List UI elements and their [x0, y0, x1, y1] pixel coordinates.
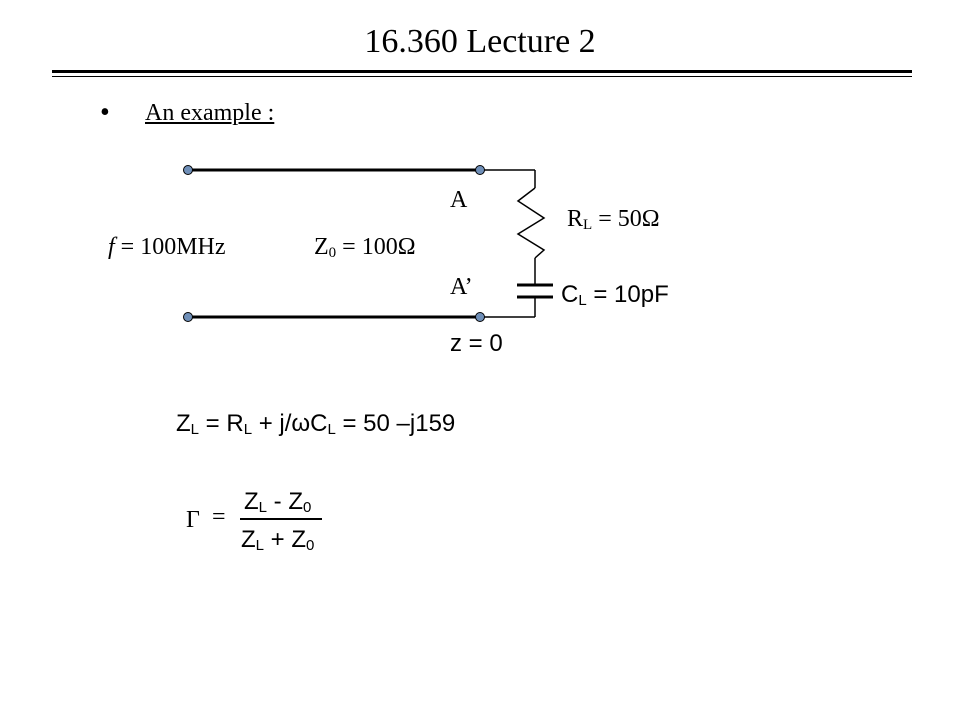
bullet-marker: • [100, 97, 110, 128]
frequency-value: = 100MHz [114, 234, 226, 260]
denominator-zl-subscript: L [255, 537, 265, 554]
gamma-denominator [241, 526, 314, 554]
gamma-symbol: Γ [186, 507, 200, 533]
rl-value: = 50Ω [592, 206, 660, 232]
z0-subscript: 0 [328, 245, 337, 261]
gamma-numerator [244, 488, 311, 516]
zl-symbol: Z [176, 410, 191, 437]
numerator-zl-subscript: L [258, 499, 268, 516]
terminal-top-right [476, 166, 485, 175]
denominator-plus: + [264, 526, 292, 553]
zl-r-symbol: R [226, 410, 244, 437]
cl-value: = 10pF [586, 281, 669, 308]
denominator-z0-subscript: 0 [306, 537, 315, 554]
terminal-bottom-left [184, 313, 193, 322]
rl-subscript: L [583, 217, 593, 233]
cl-symbol: C [561, 281, 579, 308]
zl-r-subscript: L [243, 421, 253, 438]
numerator-zl-symbol: Z [244, 488, 259, 515]
z-position-label: z = 0 [450, 330, 503, 357]
load-resistance-label [567, 205, 660, 233]
node-a-label: A [450, 187, 468, 213]
denominator-zl-symbol: Z [241, 526, 256, 553]
frequency-variable: f [108, 234, 115, 260]
zl-reactive-term: + j/ωC [252, 410, 328, 437]
section-heading: An example : [145, 100, 275, 126]
cl-subscript: L [578, 292, 587, 309]
gamma-equals: = [212, 504, 226, 530]
numerator-z0-symbol: Z [288, 488, 304, 515]
z0-symbol: Z [314, 234, 329, 260]
terminal-top-left [184, 166, 193, 175]
rl-symbol: R [567, 206, 584, 232]
terminal-bottom-right [476, 313, 485, 322]
z0-value: = 100Ω [336, 234, 416, 260]
node-a-prime-label: A’ [450, 274, 473, 300]
resistor-symbol [518, 188, 544, 258]
frequency-label [108, 233, 226, 261]
denominator-z0-symbol: Z [291, 526, 307, 553]
fraction-bar [240, 518, 322, 520]
zl-result: = 50 –j159 [335, 410, 456, 437]
zl-c-subscript: L [327, 421, 336, 438]
zl-equals: = [199, 410, 227, 437]
numerator-z0-subscript: 0 [303, 499, 312, 516]
numerator-minus: - [267, 488, 289, 515]
load-capacitance-label [561, 281, 669, 309]
zl-subscript: L [190, 421, 200, 438]
characteristic-impedance-label [314, 233, 416, 261]
load-impedance-equation [176, 410, 455, 438]
slide-title: 16.360 Lecture 2 [364, 23, 596, 60]
